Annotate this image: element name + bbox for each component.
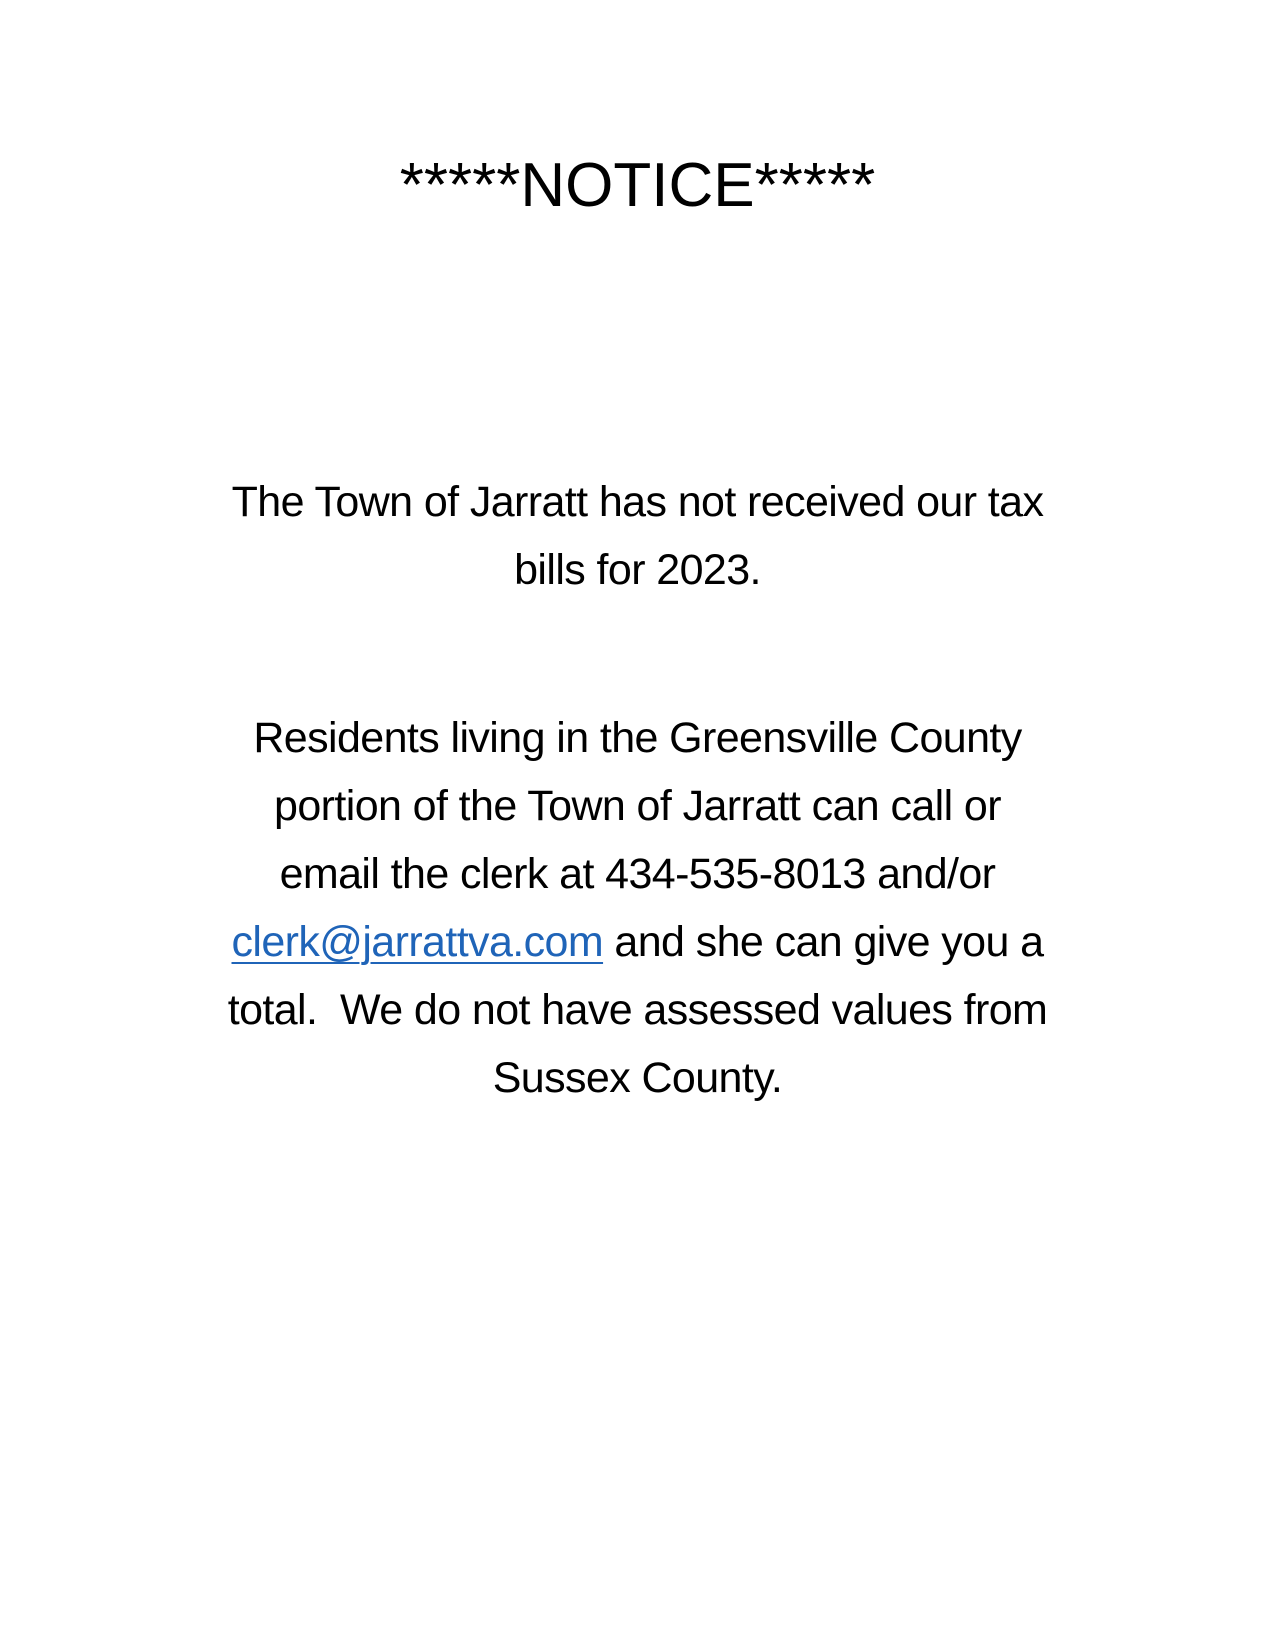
paragraph-line: Residents living in the Greensville County <box>253 714 1022 762</box>
notice-title: *****NOTICE***** <box>399 151 876 220</box>
paragraph-line: email the clerk at 434-535-8013 and/or <box>279 850 996 898</box>
paragraph-line: total. We do not have assessed values from <box>227 986 1048 1034</box>
clerk-email-link[interactable]: clerk@jarrattva.com <box>231 918 604 966</box>
paragraph-text: and she can give you a <box>603 918 1044 966</box>
paragraph-line: portion of the Town of Jarratt can call or <box>274 782 1001 830</box>
paragraph-line: Sussex County. <box>492 1054 783 1102</box>
paragraph-line-with-link <box>0 918 1275 967</box>
paragraph-line: bills for 2023. <box>514 546 761 594</box>
paragraph-line: The Town of Jarratt has not received our tax <box>231 478 1044 526</box>
